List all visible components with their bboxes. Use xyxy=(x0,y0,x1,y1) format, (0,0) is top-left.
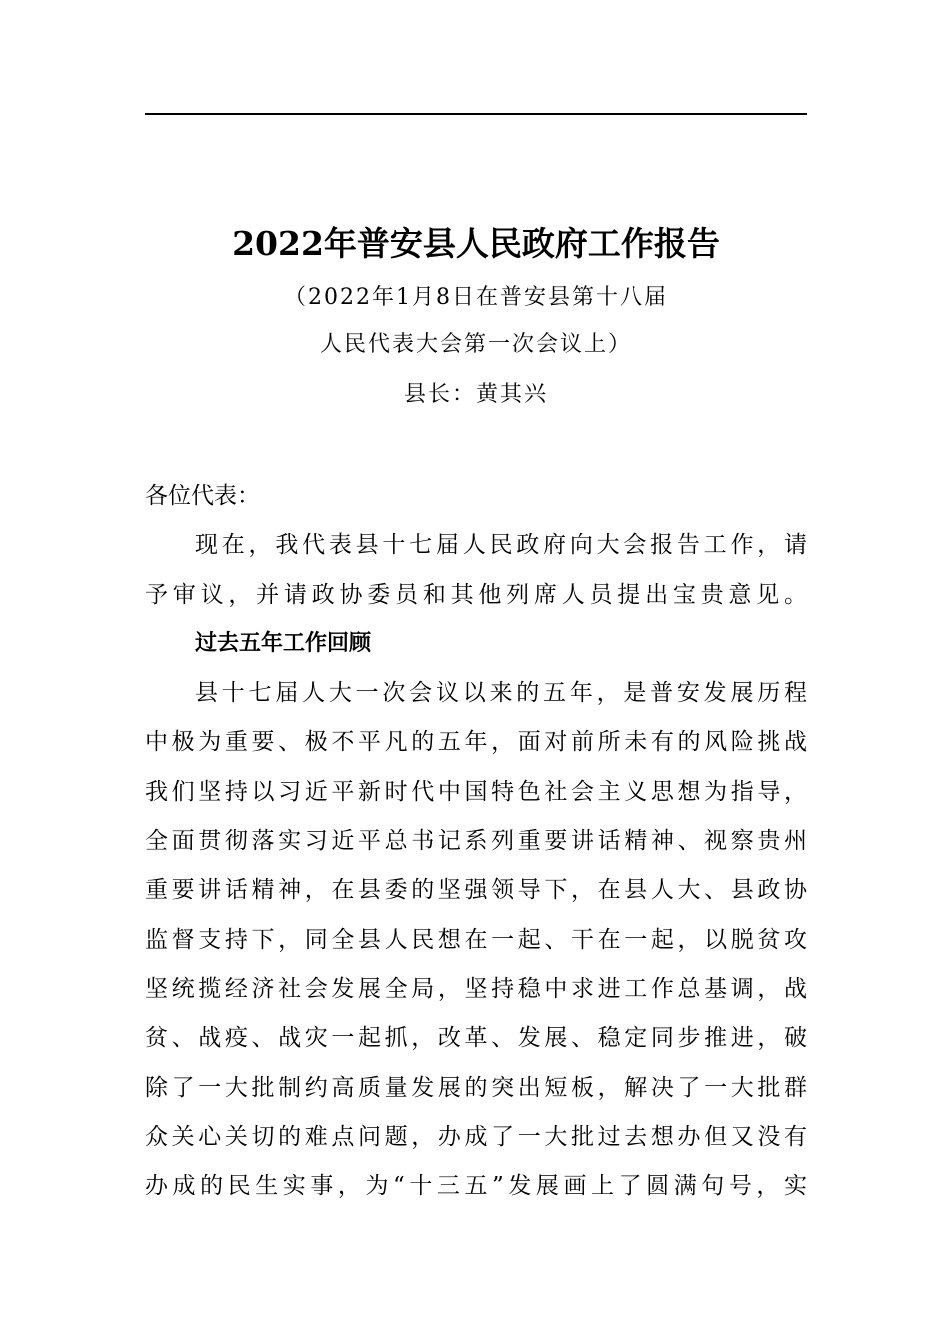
document-body xyxy=(145,478,807,1217)
paragraph-2-line: 我们坚持以习近平新时代中国特色社会主义思想为指导， xyxy=(145,778,807,805)
paragraph-2-line: 中极为重要、极不平凡的五年，面对前所未有的风险挑战 xyxy=(145,729,807,756)
paragraph-2-line: 重要讲话精神，在县委的坚强领导下，在县人大、县政协 xyxy=(145,877,807,904)
subtitle-meeting-line: 人民代表大会第一次会议上） xyxy=(319,332,632,357)
section-heading: 过去五年工作回顾 xyxy=(195,630,372,656)
paragraph-2-line: 县十七届人大一次会议以来的五年，是普安发展历程 xyxy=(195,680,807,707)
subtitle-date-line: （2022年1月8日在普安县第十八届 xyxy=(284,285,668,310)
author-line: 县长：黄其兴 xyxy=(403,382,548,407)
header-rule xyxy=(145,113,807,115)
document-title: 2022年普安县人民政府工作报告 xyxy=(232,224,720,263)
paragraph-2-line: 全面贯彻落实习近平总书记系列重要讲话精神、视察贵州 xyxy=(145,828,807,855)
paragraph-2-line: 众关心关切的难点问题，办成了一大批过去想办但又没有 xyxy=(145,1123,807,1150)
salutation: 各位代表： xyxy=(145,483,260,509)
paragraph-2-line: 除了一大批制约高质量发展的突出短板，解决了一大批群 xyxy=(145,1074,807,1101)
paragraph-2-line: 坚统揽经济社会发展全局，坚持稳中求进工作总基调，战 xyxy=(145,975,807,1002)
paragraph-2-line: 办成的民生实事，为“十三五”发展画上了圆满句号，实 xyxy=(145,1173,807,1200)
paragraph-1-line: 现在，我代表县十七届人民政府向大会报告工作，请 xyxy=(195,532,807,559)
paragraph-2-line: 贫、战疫、战灾一起抓，改革、发展、稳定同步推进，破 xyxy=(145,1025,807,1052)
paragraph-1-line: 予审议，并请政协委员和其他列席人员提出宝贵意见。 xyxy=(145,581,807,608)
paragraph-2-line: 监督支持下，同全县人民想在一起、干在一起，以脱贫攻 xyxy=(145,926,807,953)
